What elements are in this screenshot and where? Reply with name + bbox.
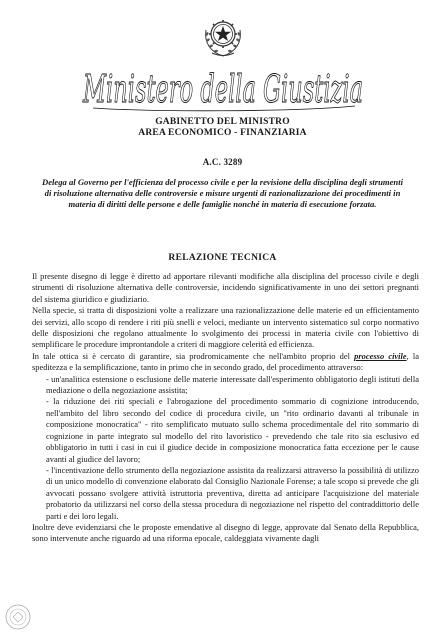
- stamp-seal-icon: [4, 602, 32, 632]
- list-item: - la riduzione dei riti speciali e l'abrogazione del procedimento sommario di cognizione introducendo, nell'ambito del libro secondo del codice di procedura civile, un "rito ordinario davanti al tribunale in composizione monocratica" - rito semplificato mutuato sullo schema procedimentale del rito sommario di cognizione in parte integrato sul modello del rito lavoristico - prevedendo che tale rito sia esclusivo ed obbligatorio in tutti i casi in cui il giudice decide in composizione monocratica fatta eccezione per le cause avanti al giudice del lavoro;: [46, 396, 419, 464]
- document-body: [32, 271, 419, 545]
- ministry-wordmark-logo: [73, 62, 373, 114]
- paragraph-text: In tale ottica si è cercato di garantire, sia prodromicamente che nell'ambito proprio del: [32, 350, 355, 361]
- svg-text:Ministero della Giustizia: Ministero della Giustizia: [81, 67, 363, 111]
- delega-title: Delega al Governo per l'efficienza del processo civile e per la revisione della disciplina degli strumenti di risoluzione alternativa delle controversie e misure urgenti di razionalizzazione dei procedimenti in materia di diritti delle persone e delle famiglie nonché in materia di esecuzione forzata.: [42, 177, 403, 209]
- paragraph: Nella specie, si tratta di disposizioni volte a realizzare una razionalizzazione delle materie ed un efficientamento dei servizi, allo scopo di rendere i riti più snelli e veloci, mediante un intervento sistematico sul corpo normativo delle disposizioni che regolano attualmente lo svolgimento dei processi in materia civile con l'obiettivo di semplificare le procedure improntandole a criteri di maggiore celerità ed efficienza.: [32, 305, 419, 350]
- area-heading: AREA ECONOMICO - FINANZIARIA: [138, 128, 307, 138]
- emphasized-term: processo civile: [354, 350, 407, 361]
- paragraph: Inoltre deve evidenziarsi che le proposte emendative al disegno di legge, approvate dal Senato della Repubblica, sono intervenute anche riguardo ad una riforma epocale, caldeggiata vivamente dagli: [32, 521, 419, 544]
- list-item: - l'incentivazione dello strumento della negoziazione assistita da realizzarsi attraverso la possibilità di utilizzo di un unico modello di convenzione elaborato dal Consiglio Nazionale Forense; a tale scopo si prevede che gli avvocati possano svolgere attività istruttoria preventiva, diretta ad anticipare l'acquisizione del materiale probatorio da utilizzarsi nel corso della stessa procedura di negoziazione nel rispetto del contraddittorio delle parti e dei loro legali.: [46, 464, 419, 521]
- cabinet-heading: GABINETTO DEL MINISTRO: [155, 117, 290, 127]
- paragraph: Il presente disegno di legge è diretto ad apportare rilevanti modifiche alla disciplina del processo civile e degli strumenti di risoluzione alternativa delle controversie, incidendo significativamente in uno dei settori pregnanti del sistema giuridico e giudiziario.: [32, 271, 419, 304]
- italian-republic-emblem-icon: [202, 12, 244, 58]
- paragraph-text: , la speditezza e la semplificazione, tanto in primo che in secondo grado, del procedimento attraverso:: [32, 350, 420, 373]
- paragraph: [32, 351, 419, 374]
- section-title: RELAZIONE TECNICA: [168, 253, 277, 263]
- act-number: A.C. 3289: [202, 157, 243, 167]
- list-item: - un'analitica estensione o esclusione delle materie interessate dall'esperimento obbligatorio degli istituti della mediazione o della negoziazione assistita;: [46, 373, 419, 396]
- ministry-wordmark: [0, 62, 445, 114]
